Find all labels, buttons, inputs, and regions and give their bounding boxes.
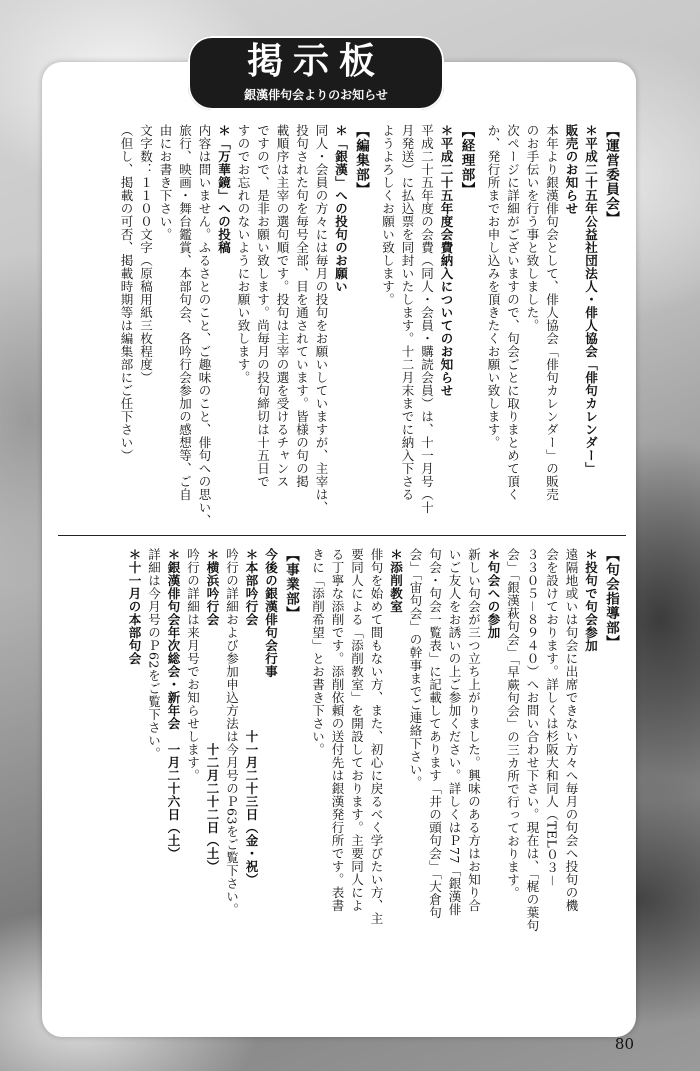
notice-text: 平成二十五年度の会費（同人・会員・購読会員）は、十一月号（十: [419, 124, 435, 514]
notice-text: 文字数：１１００文字（原稿用紙三枚程度）: [138, 124, 154, 384]
notice-title: 販売のお知らせ: [564, 124, 579, 215]
notice-text: 載順序は主宰の選句順です。投句は主宰の選を受けるチャンス: [275, 124, 290, 488]
notice-text: 旅行、映画・舞台鑑賞、本部句会、各吟行会参加の感想等、ご自: [177, 124, 193, 501]
notice-title: 今後の銀漢俳句会行事: [263, 548, 279, 678]
banner-title: 掲示板: [246, 41, 385, 82]
notice-text: 句会・句会一覧表」に記載してあります「井の頭句会」「大倉句: [427, 548, 443, 919]
notice-title: ＊本部吟行会 十一月二十三日（金・祝）: [244, 548, 259, 886]
section-heading: 【句会指導部】: [603, 548, 619, 650]
section-divider: [58, 535, 626, 536]
notice-title: ＊十一月の本部句会: [127, 548, 142, 665]
notice-text: ですので、是非お願い致します。尚毎月の投句締切は十五日で: [255, 124, 271, 488]
notice-title: ＊投句で句会参加: [583, 548, 599, 652]
top-notices: [117, 124, 621, 527]
notice-title: ＊「万華鏡」への投稿: [216, 124, 232, 254]
notice-text: 会」「銀漢萩句会」「早蕨句会」の三カ所で行っております。: [505, 548, 521, 900]
notice-text: 由にお書き下さい。: [158, 124, 173, 241]
section-heading: 【事業部】: [283, 548, 299, 621]
notice-title: ＊平成二十五年度会費納入についてのお知らせ: [439, 124, 454, 397]
notice-title: ＊平成二十五年公益社団法人・俳人協会「俳句カレンダー」: [583, 124, 599, 475]
notice-text: 俳句を始めて間もない方、また、初心に戻るべく学びたい方、主: [369, 548, 384, 925]
notice-text: 吟行の詳細は来月号でお知らせします。: [185, 548, 201, 782]
notice-text: る丁寧な添削です。添削依頼の送付先は銀漢発行所です。表書: [330, 548, 345, 912]
notice-text: 次ページに詳細がございますので、句会ごとに取りまとめて頂く: [505, 124, 521, 501]
page-number: 80: [614, 1035, 634, 1053]
bulletin-board-banner: [188, 36, 444, 110]
notice-text: 投句された句を毎号全部、目を通されています。皆様の句の掲: [294, 124, 310, 488]
notice-title: ＊句会への参加: [486, 548, 501, 639]
section-gap: [476, 124, 484, 516]
notice-text: 詳細は今月号のＰ62をご覧下さい。: [146, 548, 162, 760]
notice-text: 同人・会員の方々には毎月の投句をお願いしていますが、主宰は、: [314, 124, 329, 514]
notice-text: のお手伝いを行う事と致しました。: [525, 124, 540, 332]
notice-text: 遠隔地或いは句会に出席できない方々へ毎月の句会へ投句の機: [564, 548, 579, 912]
notice-title: ＊「銀漢」への投句のお願い: [333, 124, 349, 293]
notice-text: 内容は問いません。ふるさとのこと、ご趣味のこと、俳句への思い、: [197, 124, 212, 527]
section-heading: 【運営委員会】: [603, 124, 619, 226]
notice-text: か、発行所までお申し込みを頂きたくお願い致します。: [486, 124, 501, 449]
notice-text: ３３０５－８９４０）へお問い合わせ下さい。現在は、「梶の葉句: [525, 548, 540, 932]
notice-text: いご友人をお誘いの上ご参加ください。詳しくはＰ77「銀漢俳: [447, 548, 462, 916]
notice-title: ＊添削教室: [388, 548, 404, 613]
bottom-notices: [125, 548, 621, 948]
banner-subtitle: 銀漢俳句会よりのお知らせ: [244, 88, 388, 102]
notice-text: すのでお忘れのないようにお願い致します。: [236, 124, 251, 384]
notice-text: きに「添削希望」とお書き下さい。: [310, 548, 326, 756]
section-gap: [370, 124, 378, 516]
notice-text: （但し、掲載の可否、掲載時期等は編集部にご任下さい）: [119, 124, 134, 462]
notice-title: ＊横浜吟行会 十二月二十二日（土）: [205, 548, 220, 873]
notice-text: ようよろしくお願い致します。: [380, 124, 396, 306]
section-gap: [300, 548, 308, 948]
notice-text: 新しい句会が三つ立ち上がりました。興味のある方はお知り合: [466, 548, 482, 912]
notice-text: 吟行の詳細および参加申込方法は今月号のＰ63をご覧下さい。: [224, 548, 240, 916]
section-heading: 【編集部】: [353, 124, 369, 197]
notice-text: 会を設けております。詳しくは杉阪大和同人（TEL０３－: [544, 548, 560, 888]
notice-title: ＊銀漢俳句会年次総会・新年会 一月二十六日（土）: [166, 548, 181, 860]
notice-text: 月発送）に払込票を同封いたします。十二月末までに納入下さる: [400, 124, 415, 501]
notice-text: 要同人による「添削教室」を開設しております。主要同人によ: [349, 548, 365, 912]
notice-text: 本年より銀漢俳句会として、俳人協会「俳句カレンダー」の販売: [544, 124, 560, 501]
notice-text: 会」「宙句会」の幹事までご連絡下さい。: [408, 548, 423, 789]
section-heading: 【経理部】: [458, 124, 475, 197]
